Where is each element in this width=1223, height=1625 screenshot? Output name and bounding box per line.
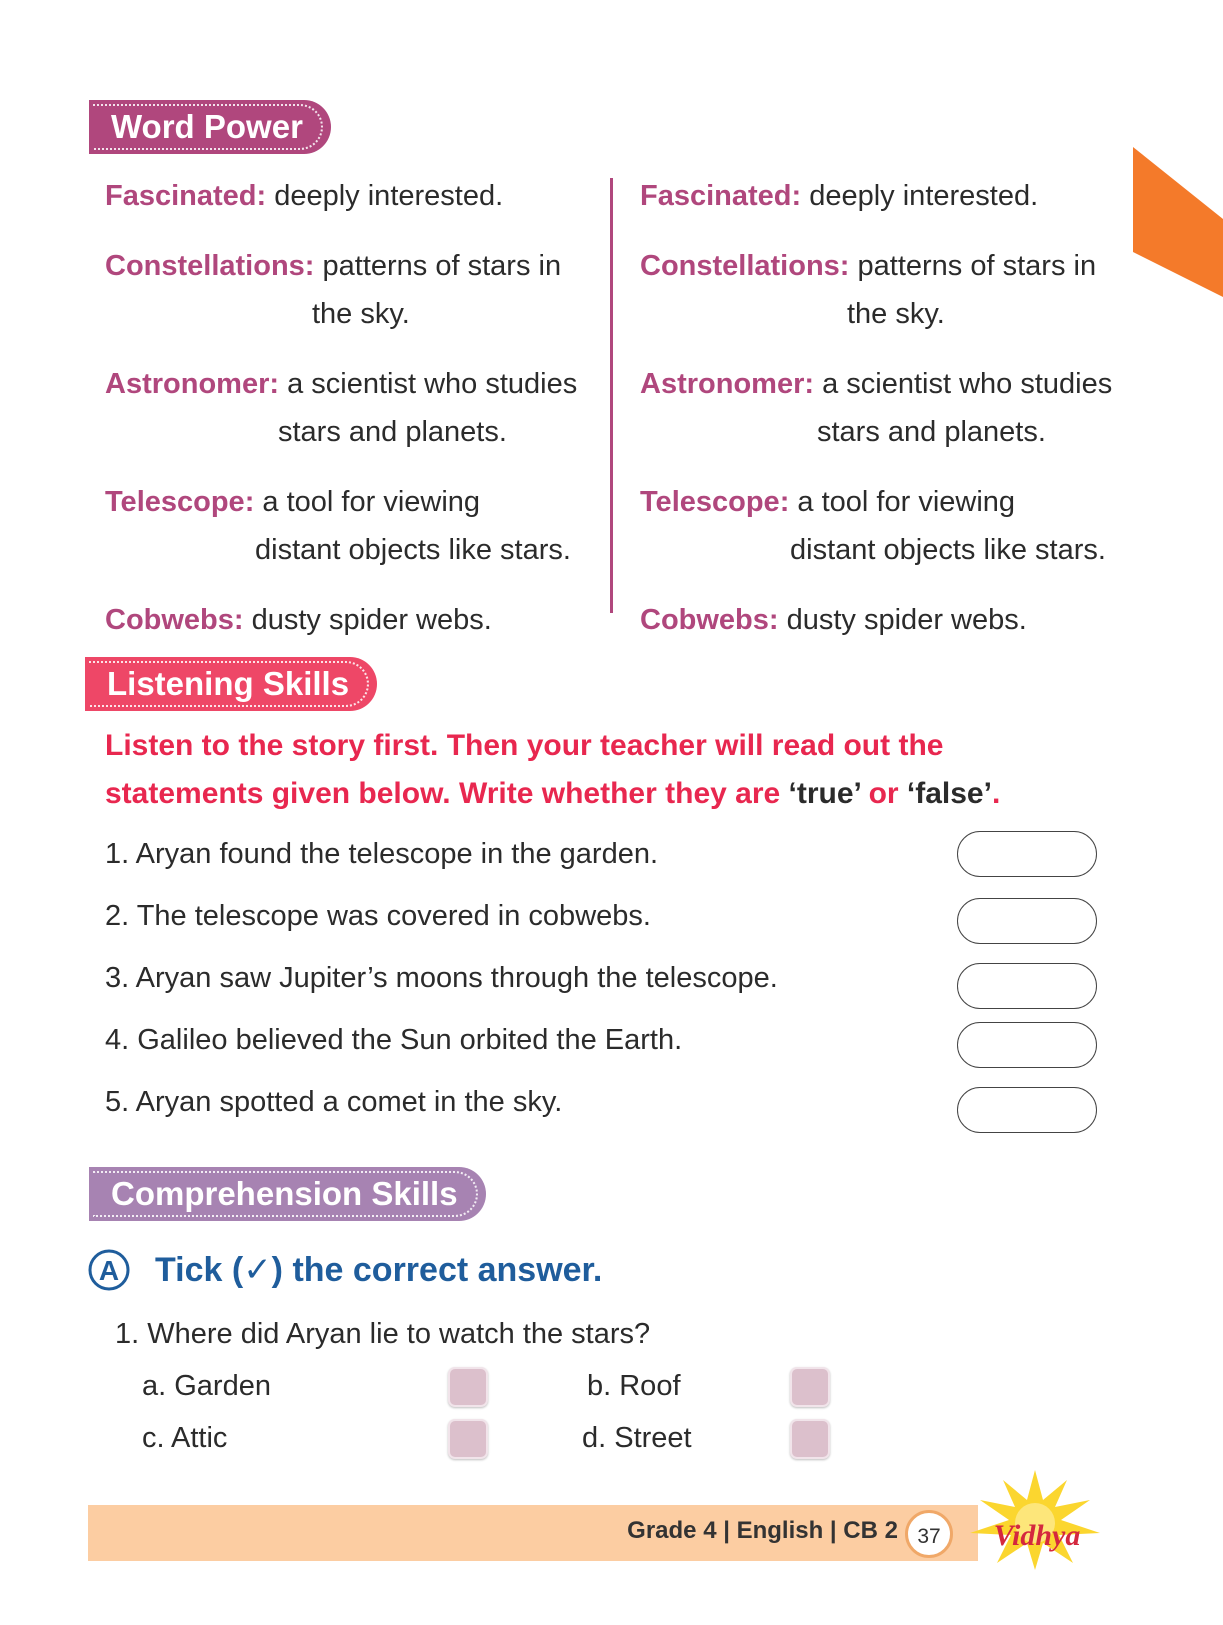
- statement: 2. The telescope was covered in cobwebs.: [105, 900, 651, 932]
- listening-instruction: Listen to the story first. Then your teacher will read out the statements given below. Write whether they are ‘true’ or ‘false’.: [105, 729, 1001, 810]
- glossary-definition-continued: the sky.: [312, 298, 410, 330]
- glossary-definition: dusty spider webs.: [243, 604, 492, 636]
- glossary-term: Cobwebs:: [105, 604, 244, 636]
- glossary-term: Cobwebs:: [640, 604, 779, 636]
- glossary-entry: [640, 360, 1130, 456]
- glossary-term: Telescope:: [105, 486, 255, 518]
- glossary-definition-continued: distant objects like stars.: [255, 534, 571, 566]
- glossary-definition-continued: stars and planets.: [817, 416, 1046, 448]
- glossary-entry: [105, 596, 595, 644]
- glossary-entry: [640, 478, 1130, 574]
- glossary-term: Constellations:: [640, 250, 850, 282]
- glossary-definition: patterns of stars in: [849, 250, 1097, 282]
- tick-box[interactable]: [790, 1419, 830, 1459]
- glossary-entry: [640, 172, 1130, 220]
- option-label: c. Attic: [142, 1422, 228, 1454]
- answer-box[interactable]: [957, 963, 1097, 1009]
- exercise-a-icon: [88, 1249, 130, 1291]
- glossary-definition-continued: the sky.: [847, 298, 945, 330]
- svg-text:A: A: [98, 1255, 120, 1286]
- glossary-entry: [105, 478, 595, 574]
- glossary-definition: a scientist who studies: [279, 368, 578, 400]
- statement: 3. Aryan saw Jupiter’s moons through the telescope.: [105, 962, 778, 994]
- footer-text: Grade 4 | English | CB 2: [627, 1517, 898, 1544]
- glossary-definition-continued: stars and planets.: [278, 416, 507, 448]
- glossary-definition: deeply interested.: [801, 180, 1039, 212]
- question: 1. Where did Aryan lie to watch the stars?: [115, 1318, 651, 1350]
- column-divider: [610, 178, 613, 613]
- comprehension-skills-heading: Comprehension Skills: [89, 1167, 486, 1221]
- option-label: b. Roof: [587, 1370, 681, 1402]
- glossary-entry: [105, 360, 595, 456]
- glossary-entry: [640, 242, 1130, 338]
- statement: 4. Galileo believed the Sun orbited the Earth.: [105, 1024, 683, 1056]
- tick-box[interactable]: [448, 1367, 488, 1407]
- glossary-term: Fascinated:: [105, 180, 267, 212]
- glossary-entry: [640, 596, 1130, 644]
- word-power-column-right: [640, 172, 1130, 666]
- glossary-definition: a tool for viewing: [254, 486, 481, 518]
- word-power-heading: Word Power: [89, 100, 331, 154]
- glossary-term: Astronomer:: [105, 368, 280, 400]
- option-label: a. Garden: [142, 1370, 271, 1402]
- answer-box[interactable]: [957, 898, 1097, 944]
- glossary-definition: patterns of stars in: [314, 250, 562, 282]
- glossary-term: Astronomer:: [640, 368, 815, 400]
- glossary-definition-continued: distant objects like stars.: [790, 534, 1106, 566]
- glossary-entry: [105, 172, 595, 220]
- exercise-title: Tick (✓) the correct answer.: [155, 1251, 603, 1289]
- glossary-definition: dusty spider webs.: [778, 604, 1027, 636]
- glossary-term: Telescope:: [640, 486, 790, 518]
- glossary-definition: a scientist who studies: [814, 368, 1113, 400]
- option-label: d. Street: [582, 1422, 692, 1454]
- vidhya-logo: [955, 1465, 1115, 1575]
- glossary-entry: [105, 242, 595, 338]
- glossary-term: Constellations:: [105, 250, 315, 282]
- tick-box[interactable]: [448, 1419, 488, 1459]
- answer-box[interactable]: [957, 831, 1097, 877]
- listening-skills-heading: Listening Skills: [85, 657, 377, 711]
- corner-tab: [1133, 147, 1223, 297]
- statement: 1. Aryan found the telescope in the garden.: [105, 838, 659, 870]
- page-number: 37: [905, 1510, 953, 1558]
- answer-box[interactable]: [957, 1022, 1097, 1068]
- glossary-definition: deeply interested.: [266, 180, 504, 212]
- logo-text: Vidhya: [993, 1519, 1081, 1552]
- word-power-column-left: [105, 172, 595, 666]
- glossary-definition: a tool for viewing: [789, 486, 1016, 518]
- glossary-term: Fascinated:: [640, 180, 802, 212]
- statement: 5. Aryan spotted a comet in the sky.: [105, 1086, 563, 1118]
- tick-box[interactable]: [790, 1367, 830, 1407]
- answer-box[interactable]: [957, 1087, 1097, 1133]
